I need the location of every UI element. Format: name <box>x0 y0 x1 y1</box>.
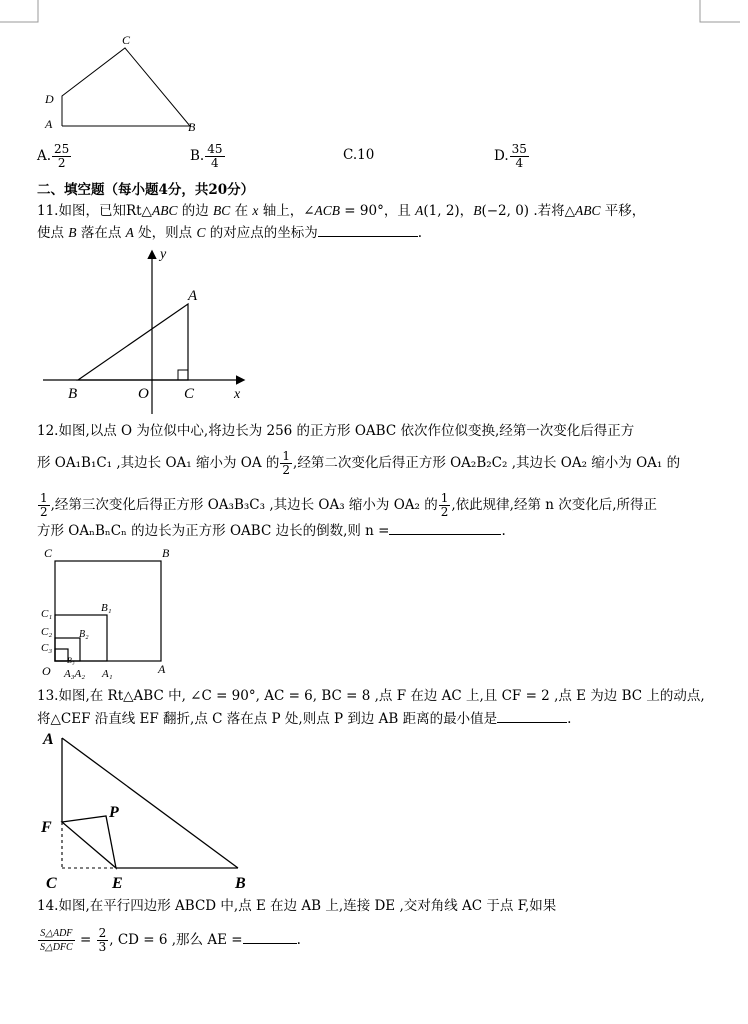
label-o: O <box>138 386 149 402</box>
label-o: O <box>42 664 51 678</box>
q11-line2: 使点 B 落在点 A 处，则点 C 的对应点的坐标为 . <box>37 222 422 243</box>
q14-line1: 14.如图,在平行四边形 ABCD 中,点 E 在边 AB 上,连接 DE ,交对角线 AC 于点 F,如果 <box>37 898 557 914</box>
choice-d: D. $\frac{35}{4}$ <box>494 142 527 170</box>
section-title: 二、填空题（每小题4分，共20分） <box>37 182 255 198</box>
label-c: C <box>122 33 131 47</box>
label-c1: C₁ <box>41 608 53 620</box>
label-b3: B₃ <box>67 656 75 665</box>
label-c3: C₃ <box>41 642 53 654</box>
q13-line2: 将△CEF 沿直线 EF 翻折,点 C 落在点 P 处,则点 P 到边 AB 距离的最小值是 . <box>37 708 571 729</box>
label-b2: B₂ <box>79 629 89 640</box>
label-a: A <box>158 662 166 676</box>
choice-c: C.10 <box>343 147 375 163</box>
q12-line2: 形 OA₁B₁C₁ ,其边长 OA₁ 缩小为 OA 的 $\frac{1}{2}$ ,经第二次变化后得正方形 OA₂B₂C₂ ,其边长 OA₂ 缩小为 OA₁ 的 <box>37 449 681 477</box>
label-a1: A₁ <box>102 668 113 680</box>
q11-line1: 11.如图，已知Rt△ABC 的边 BC 在 x 轴上，∠ACB = 90°，且 A(1, 2)，B(−2, 0) .若将△ABC 平移， <box>37 203 646 219</box>
label-e: E <box>112 875 123 892</box>
choice-b: B. $\frac{45}{4}$ <box>190 142 223 170</box>
choice-a: A. $\frac{25}{2}$ <box>37 142 70 170</box>
label-b1: B₁ <box>101 602 112 614</box>
figure-quadrilateral-abcd <box>40 28 210 138</box>
label-c: C <box>184 386 195 402</box>
answer-blank-q11[interactable] <box>318 222 418 237</box>
label-d: D <box>45 92 54 106</box>
figure-q13-triangle <box>38 728 268 893</box>
figure-q11-axes <box>38 246 258 416</box>
answer-blank-q14[interactable] <box>243 929 297 944</box>
corner-marks <box>0 0 748 30</box>
label-a3a2: A₃A₂ <box>64 668 86 680</box>
label-b: B <box>68 386 78 402</box>
label-a: A <box>188 288 198 304</box>
label-a: A <box>43 731 54 748</box>
figure-q12-squares <box>38 545 188 685</box>
label-a: A <box>45 117 53 131</box>
label-c2: C₂ <box>41 626 53 638</box>
label-p: P <box>109 804 119 821</box>
q13-line1: 13.如图,在 Rt△ABC 中, ∠C = 90°, AC = 6, BC = 8 ,点 F 在边 AC 上,且 CF = 2 ,点 E 为边 BC 上的动点, <box>37 688 705 704</box>
q12-line4: 方形 OAₙBₙCₙ 的边长为正方形 OABC 边长的倒数,则 n = . <box>37 520 506 541</box>
answer-blank-q12[interactable] <box>389 520 501 535</box>
label-y: y <box>160 247 167 262</box>
q12-line1: 12.如图,以点 O 为位似中心,将边长为 256 的正方形 OABC 依次作位似变换,经第一次变化后得正方 <box>37 423 635 439</box>
label-x: x <box>234 387 241 402</box>
label-c: C <box>46 875 57 892</box>
label-b: B <box>188 120 196 134</box>
q12-line3: $\frac{1}{2}$ ,经第三次变化后得正方形 OA₃B₃C₃ ,其边长 OA₃ 缩小为 OA₂ 的 $\frac{1}{2}$ ,依此规律,经第 n 次变化后,所得正 <box>40 491 658 519</box>
label-b: B <box>162 546 170 560</box>
label-f: F <box>41 819 52 836</box>
label-c: C <box>44 546 53 560</box>
q14-line2: $\frac{\text{S△ADF}}{\text{S△DFC}}$ = $\frac{2}{3}$ , CD = 6 ,那么 AE = . <box>40 926 301 954</box>
label-b: B <box>235 875 246 892</box>
answer-blank-q13[interactable] <box>497 708 567 723</box>
